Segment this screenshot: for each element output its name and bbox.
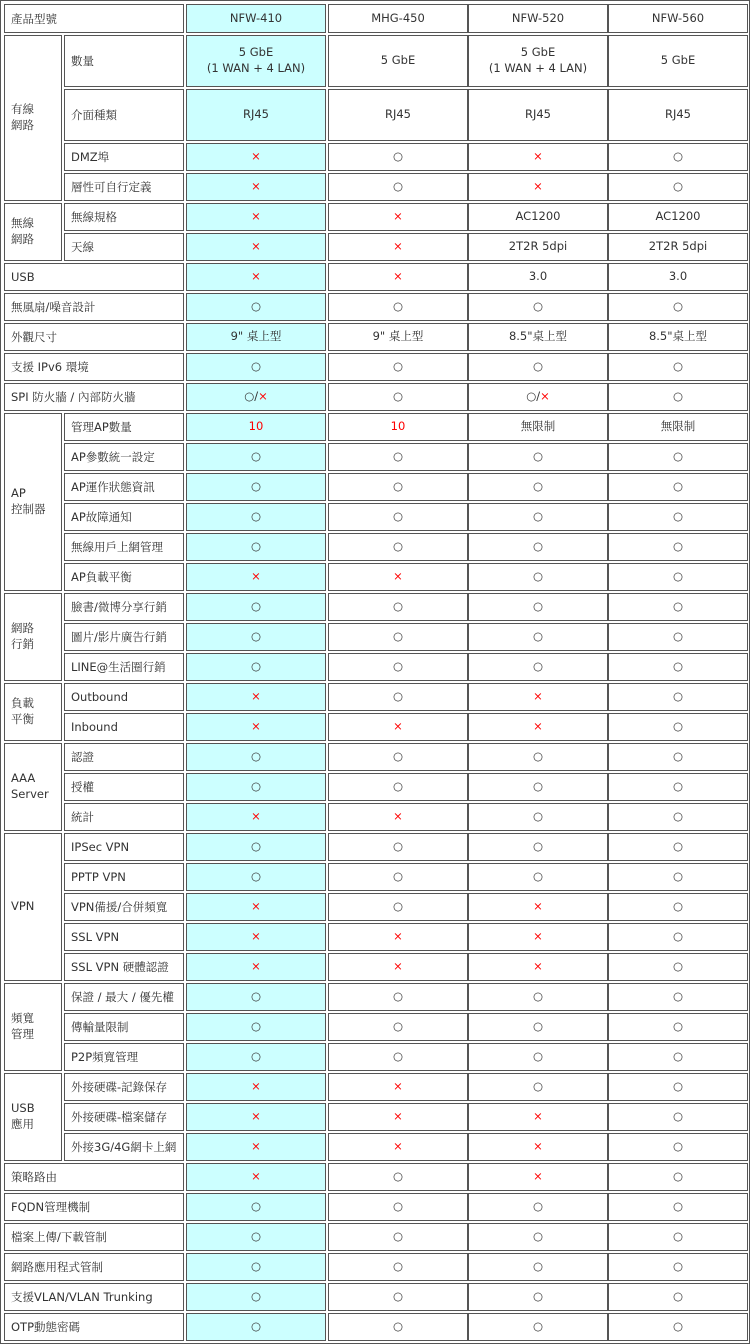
table-cell: ○ — [608, 1163, 748, 1191]
table-cell: 5 GbE (1 WAN + 4 LAN) — [186, 35, 326, 87]
table-cell: ○ — [328, 863, 468, 891]
table-cell: ○ — [186, 983, 326, 1011]
table-cell: ○ — [608, 953, 748, 981]
table-cell: 5 GbE — [608, 35, 748, 87]
row-label: AP運作狀態資訊 — [64, 473, 184, 501]
table-cell: ○ — [468, 773, 608, 801]
table-cell: × — [328, 953, 468, 981]
table-cell: ○ — [186, 623, 326, 651]
row-label: 網路應用程式管制 — [4, 1253, 184, 1281]
table-cell: ○ — [468, 353, 608, 381]
row-label: Outbound — [64, 683, 184, 711]
group-label: USB 應用 — [4, 1073, 62, 1161]
table-cell: × — [186, 923, 326, 951]
table-cell: ○ — [468, 1253, 608, 1281]
table-cell: × — [186, 1103, 326, 1131]
table-cell: ○ — [186, 503, 326, 531]
table-cell: AC1200 — [608, 203, 748, 231]
row-label: 圖片/影片廣告行銷 — [64, 623, 184, 651]
table-cell: × — [186, 803, 326, 831]
row-label: 介面種類 — [64, 89, 184, 141]
row-label: AP參數統一設定 — [64, 443, 184, 471]
table-cell: ○ — [608, 383, 748, 411]
table-cell: ○/ × — [468, 383, 608, 411]
table-cell: ○ — [608, 443, 748, 471]
table-cell: ○ — [328, 1253, 468, 1281]
table-cell: ○ — [328, 443, 468, 471]
table-cell: × — [328, 563, 468, 591]
table-cell: ○ — [328, 173, 468, 201]
row-label: AP負載平衡 — [64, 563, 184, 591]
table-cell: ○ — [186, 593, 326, 621]
row-label: Inbound — [64, 713, 184, 741]
table-cell: ○ — [468, 1073, 608, 1101]
row-label: P2P頻寬管理 — [64, 1043, 184, 1071]
table-cell: ○ — [186, 443, 326, 471]
table-cell: ○ — [608, 1283, 748, 1311]
table-cell: ○ — [608, 503, 748, 531]
table-cell: × — [186, 1133, 326, 1161]
table-cell: × — [186, 173, 326, 201]
row-label: OTP動態密碼 — [4, 1313, 184, 1341]
table-cell: RJ45 — [468, 89, 608, 141]
row-label: IPSec VPN — [64, 833, 184, 861]
table-cell: 8.5"桌上型 — [468, 323, 608, 351]
table-cell: ○ — [468, 983, 608, 1011]
table-cell: ○ — [186, 1223, 326, 1251]
table-cell: ○ — [608, 1043, 748, 1071]
table-cell: ○ — [328, 1193, 468, 1221]
row-label: 無線用戶上網管理 — [64, 533, 184, 561]
table-cell: ○ — [186, 1193, 326, 1221]
table-cell: ○ — [186, 1253, 326, 1281]
table-cell: ○ — [328, 1223, 468, 1251]
table-cell: ○ — [186, 1283, 326, 1311]
table-cell: ○ — [608, 1073, 748, 1101]
group-label: 負載 平衡 — [4, 683, 62, 741]
row-label: FQDN管理機制 — [4, 1193, 184, 1221]
table-cell: ○ — [328, 983, 468, 1011]
table-cell: × — [186, 953, 326, 981]
table-cell: × — [186, 893, 326, 921]
table-cell: × — [468, 173, 608, 201]
table-cell: × — [468, 143, 608, 171]
table-cell: ○ — [468, 743, 608, 771]
table-cell: ○ — [328, 743, 468, 771]
table-cell: ○ — [608, 1253, 748, 1281]
table-cell: × — [186, 263, 326, 291]
table-cell: ○ — [608, 1223, 748, 1251]
header-model-nfw-520: NFW-520 — [468, 4, 608, 33]
group-label: 網路 行銷 — [4, 593, 62, 681]
table-cell: ○ — [328, 653, 468, 681]
table-cell: ○ — [328, 773, 468, 801]
table-cell: × — [468, 713, 608, 741]
table-cell: RJ45 — [608, 89, 748, 141]
group-label: VPN — [4, 833, 62, 981]
row-label: 臉書/微博分享行銷 — [64, 593, 184, 621]
table-cell: 3.0 — [468, 263, 608, 291]
table-cell: ○ — [608, 863, 748, 891]
table-cell: ○ — [186, 473, 326, 501]
table-cell: × — [186, 713, 326, 741]
table-cell: ○ — [468, 1283, 608, 1311]
table-cell: ○ — [186, 863, 326, 891]
table-cell: 2T2R 5dpi — [608, 233, 748, 261]
table-cell: ○ — [328, 503, 468, 531]
row-label: 統計 — [64, 803, 184, 831]
table-cell: ○ — [608, 743, 748, 771]
table-cell: ○ — [608, 833, 748, 861]
table-cell: ○ — [468, 833, 608, 861]
table-cell: RJ45 — [328, 89, 468, 141]
table-cell: ○ — [468, 443, 608, 471]
table-cell: ○ — [328, 623, 468, 651]
table-cell: 10 — [186, 413, 326, 441]
table-cell: 3.0 — [608, 263, 748, 291]
row-label: VPN備援/合併頻寬 — [64, 893, 184, 921]
table-cell: 5 GbE — [328, 35, 468, 87]
group-label: 無線 網路 — [4, 203, 62, 261]
row-label: 保證 / 最大 / 優先權 — [64, 983, 184, 1011]
table-cell: ○ — [328, 293, 468, 321]
table-cell: × — [328, 713, 468, 741]
table-cell: ○ — [608, 893, 748, 921]
group-label: 頻寬 管理 — [4, 983, 62, 1071]
table-cell: ○ — [186, 743, 326, 771]
table-cell: 5 GbE (1 WAN + 4 LAN) — [468, 35, 608, 87]
table-cell: × — [328, 1103, 468, 1131]
table-cell: × — [328, 1073, 468, 1101]
table-cell: ○ — [328, 833, 468, 861]
table-cell: ○ — [468, 533, 608, 561]
header-label: 產品型號 — [4, 4, 184, 33]
table-cell: ○ — [186, 773, 326, 801]
row-label: SSL VPN 硬體認證 — [64, 953, 184, 981]
table-cell: ○ — [608, 1313, 748, 1341]
table-cell: ○ — [328, 383, 468, 411]
table-cell: × — [186, 1073, 326, 1101]
table-cell: ○ — [608, 173, 748, 201]
table-cell: ○ — [186, 353, 326, 381]
table-cell: ○ — [328, 1163, 468, 1191]
row-label: 支援VLAN/VLAN Trunking — [4, 1283, 184, 1311]
table-cell: 無限制 — [608, 413, 748, 441]
table-cell: ○ — [468, 593, 608, 621]
table-cell: ○ — [328, 1013, 468, 1041]
table-cell: ○ — [608, 623, 748, 651]
table-cell: ○ — [186, 533, 326, 561]
table-cell: 10 — [328, 413, 468, 441]
table-cell: ○ — [328, 1043, 468, 1071]
table-cell: ○ — [468, 1223, 608, 1251]
table-cell: × — [186, 233, 326, 261]
table-cell: ○ — [468, 653, 608, 681]
row-label: DMZ埠 — [64, 143, 184, 171]
row-label: 天線 — [64, 233, 184, 261]
table-cell: ○ — [468, 623, 608, 651]
table-cell: ○ — [608, 683, 748, 711]
row-label: 認證 — [64, 743, 184, 771]
table-cell: ○ — [328, 683, 468, 711]
table-cell: ○ — [608, 293, 748, 321]
row-label: 無風扇/噪音設計 — [4, 293, 184, 321]
table-cell: × — [468, 1103, 608, 1131]
table-cell: ○ — [328, 353, 468, 381]
table-cell: ○ — [468, 473, 608, 501]
row-label: SPI 防火牆 / 內部防火牆 — [4, 383, 184, 411]
group-label: AP 控制器 — [4, 413, 62, 591]
row-label: 傳輸量限制 — [64, 1013, 184, 1041]
row-label: 無線規格 — [64, 203, 184, 231]
row-label: 外接3G/4G網卡上網 — [64, 1133, 184, 1161]
table-cell: × — [468, 1133, 608, 1161]
table-cell: × — [186, 1163, 326, 1191]
table-cell: 9" 桌上型 — [328, 323, 468, 351]
table-cell: ○ — [608, 923, 748, 951]
table-cell: × — [468, 683, 608, 711]
table-cell: ○ — [186, 1013, 326, 1041]
table-cell: ○ — [468, 293, 608, 321]
table-cell: ○ — [608, 533, 748, 561]
table-cell: ○ — [468, 503, 608, 531]
table-cell: × — [468, 923, 608, 951]
row-label: PPTP VPN — [64, 863, 184, 891]
table-cell: ○ — [608, 593, 748, 621]
row-label: 層性可自行定義 — [64, 173, 184, 201]
table-cell: ○ — [328, 143, 468, 171]
table-cell: ○ — [328, 473, 468, 501]
table-cell: × — [186, 563, 326, 591]
table-cell: AC1200 — [468, 203, 608, 231]
row-label: 支援 IPv6 環境 — [4, 353, 184, 381]
row-label: 外觀尺寸 — [4, 323, 184, 351]
table-cell: ○ — [468, 1013, 608, 1041]
table-cell: × — [186, 203, 326, 231]
table-cell: ○ — [608, 653, 748, 681]
table-cell: × — [328, 1133, 468, 1161]
row-label: 外接硬碟-檔案儲存 — [64, 1103, 184, 1131]
table-cell: ○ — [608, 143, 748, 171]
table-cell: × — [328, 233, 468, 261]
table-cell: ○ — [468, 803, 608, 831]
table-cell: ○ — [328, 593, 468, 621]
table-cell: × — [328, 803, 468, 831]
table-cell: ○ — [468, 1313, 608, 1341]
table-cell: ○ — [328, 1313, 468, 1341]
table-cell: ○ — [608, 713, 748, 741]
header-model-mhg-450: MHG-450 — [328, 4, 468, 33]
table-cell: ○/ × — [186, 383, 326, 411]
table-cell: ○ — [328, 1283, 468, 1311]
table-cell: ○ — [608, 1193, 748, 1221]
table-cell: ○ — [608, 803, 748, 831]
table-cell: 2T2R 5dpi — [468, 233, 608, 261]
table-cell: × — [468, 893, 608, 921]
table-cell: 無限制 — [468, 413, 608, 441]
table-cell: ○ — [468, 1043, 608, 1071]
table-cell: ○ — [186, 1313, 326, 1341]
table-cell: × — [468, 953, 608, 981]
row-label: 策略路由 — [4, 1163, 184, 1191]
table-cell: ○ — [608, 1013, 748, 1041]
table-cell: ○ — [608, 1133, 748, 1161]
table-cell: ○ — [608, 773, 748, 801]
table-cell: ○ — [608, 983, 748, 1011]
table-cell: × — [328, 203, 468, 231]
group-label: 有線 網路 — [4, 35, 62, 201]
table-cell: ○ — [186, 833, 326, 861]
table-cell: ○ — [468, 863, 608, 891]
table-cell: ○ — [186, 653, 326, 681]
table-cell: RJ45 — [186, 89, 326, 141]
table-cell: ○ — [186, 293, 326, 321]
table-cell: 9" 桌上型 — [186, 323, 326, 351]
table-cell: ○ — [608, 473, 748, 501]
table-cell: ○ — [468, 563, 608, 591]
header-model-nfw-560: NFW-560 — [608, 4, 748, 33]
table-cell: ○ — [608, 563, 748, 591]
table-cell: ○ — [328, 533, 468, 561]
table-cell: × — [186, 683, 326, 711]
table-cell: ○ — [468, 1193, 608, 1221]
table-cell: ○ — [328, 893, 468, 921]
row-label: SSL VPN — [64, 923, 184, 951]
table-cell: ○ — [186, 1043, 326, 1071]
header-model-nfw-410: NFW-410 — [186, 4, 326, 33]
row-label: 管理AP數量 — [64, 413, 184, 441]
table-cell: × — [468, 1163, 608, 1191]
group-label: AAA Server — [4, 743, 62, 831]
row-label: LINE@生活圈行銷 — [64, 653, 184, 681]
row-label: 數量 — [64, 35, 184, 87]
row-label: AP故障通知 — [64, 503, 184, 531]
row-label: 授權 — [64, 773, 184, 801]
row-label: USB — [4, 263, 184, 291]
table-cell: × — [328, 923, 468, 951]
row-label: 外接硬碟-記錄保存 — [64, 1073, 184, 1101]
table-cell: 8.5"桌上型 — [608, 323, 748, 351]
table-cell: × — [186, 143, 326, 171]
table-cell: ○ — [608, 353, 748, 381]
table-cell: × — [328, 263, 468, 291]
table-cell: ○ — [608, 1103, 748, 1131]
row-label: 檔案上傳/下載管制 — [4, 1223, 184, 1251]
